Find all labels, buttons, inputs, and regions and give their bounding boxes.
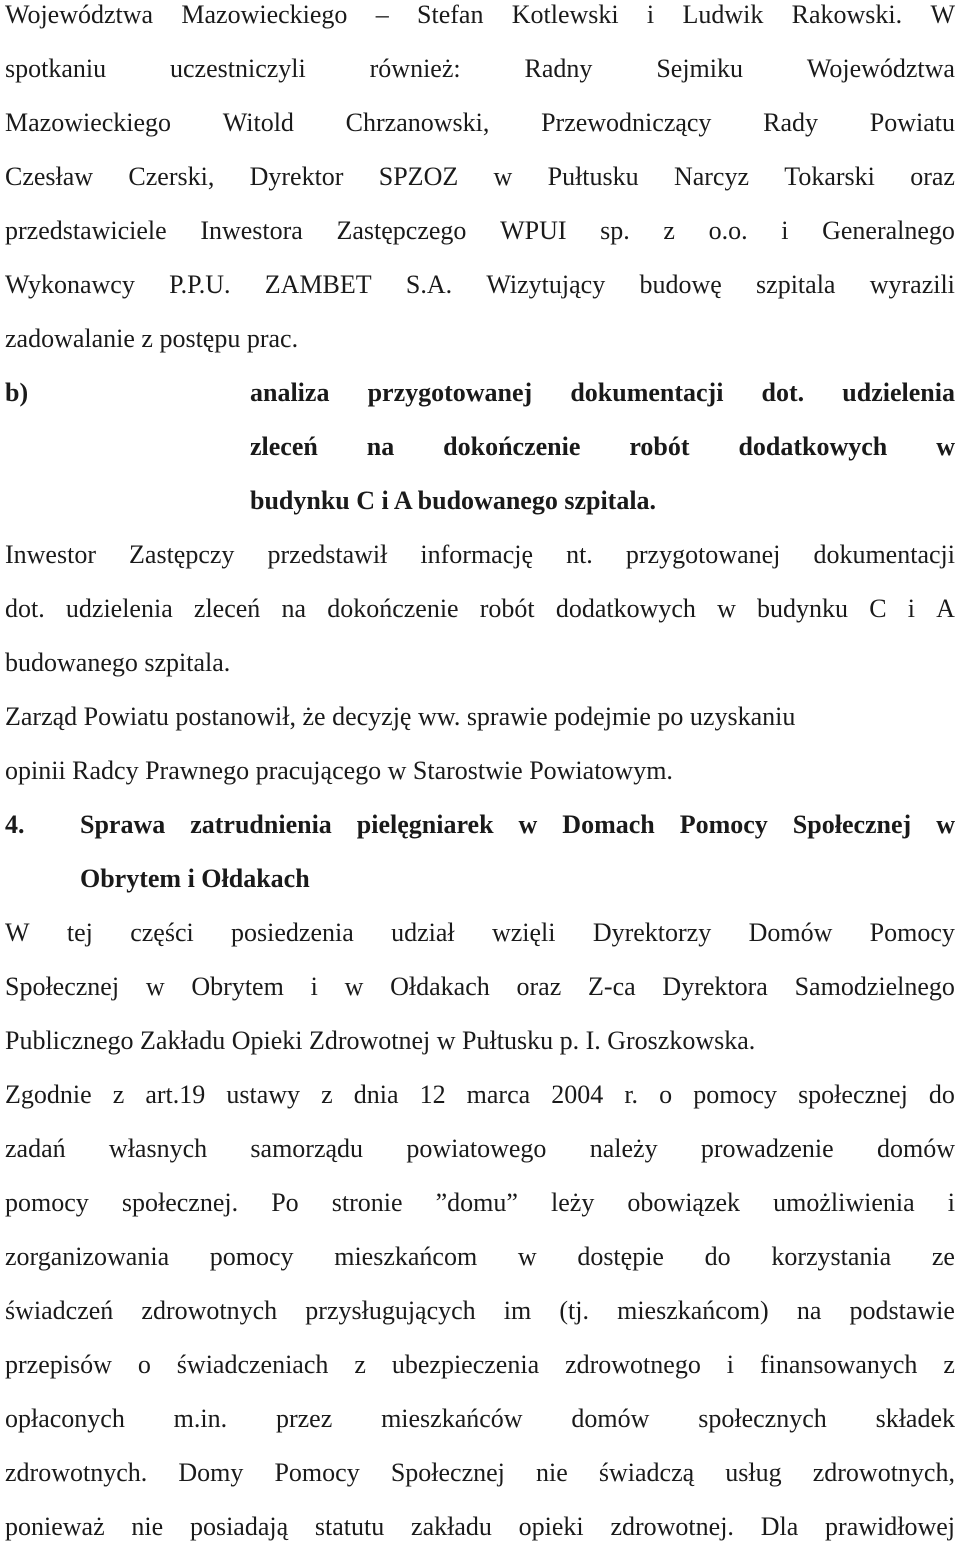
word: Stefan [417, 0, 484, 29]
word: o [137, 1350, 151, 1379]
word: mieszkańców [381, 1404, 523, 1433]
word: Z-ca [588, 972, 636, 1001]
word: ubezpieczenia [391, 1350, 540, 1379]
word: do [704, 1242, 731, 1271]
text-line [5, 1453, 955, 1493]
list-item-line [250, 427, 955, 467]
word: i [310, 972, 318, 1001]
text-line [5, 1345, 955, 1385]
word: świadczeniach [176, 1350, 329, 1379]
word: prawidłowej [825, 1512, 955, 1541]
word: Generalnego [822, 216, 955, 245]
text-line [5, 1075, 955, 1115]
text-line [5, 1291, 955, 1331]
word: przysługujących [305, 1296, 476, 1325]
word: samorządu [250, 1134, 364, 1163]
word: Zastępczy [129, 540, 235, 569]
word: usług [725, 1458, 782, 1487]
word: Wykonawcy [5, 270, 135, 299]
word: Chrzanowski, [345, 108, 490, 137]
word: pomocy [209, 1242, 294, 1271]
word: podstawie [849, 1296, 955, 1325]
word: finansowanych [760, 1350, 918, 1379]
word: Czesław [5, 162, 94, 191]
text-line [5, 265, 955, 305]
word: wyrazili [869, 270, 955, 299]
word: mieszkańcom [334, 1242, 478, 1271]
word: oraz [516, 972, 562, 1001]
list-item-line: budynku C i A budowanego szpitala. [250, 486, 657, 515]
word: o.o. [708, 216, 748, 245]
word: SPZOZ [378, 162, 459, 191]
word: Dyrektor [249, 162, 344, 191]
word: art.19 [145, 1080, 206, 1109]
word: posiadają [189, 1512, 289, 1541]
word: Radny [524, 54, 593, 83]
word: zdrowotnej. [610, 1512, 734, 1541]
word: Tokarski [784, 162, 875, 191]
word: do [928, 1080, 955, 1109]
word: zdrowotnych, [812, 1458, 955, 1487]
word: statutu [314, 1512, 385, 1541]
word: społecznej. [121, 1188, 239, 1217]
text-line [5, 913, 955, 953]
word: mieszkańcom) [617, 1296, 769, 1325]
word: 2004 [551, 1080, 604, 1109]
section-title-line: Obrytem i Ołdakach [80, 864, 310, 893]
word: oraz [910, 162, 955, 191]
word: spotkaniu [5, 54, 107, 83]
word: r. [624, 1080, 639, 1109]
word: Sejmiku [656, 54, 743, 83]
word: Województwa [5, 0, 154, 29]
word: Narcyz [673, 162, 749, 191]
word: zleceń [193, 594, 261, 623]
word: z [943, 1350, 955, 1379]
word: S.A. [405, 270, 453, 299]
word: Domach [562, 810, 655, 839]
word: Przewodniczący [541, 108, 712, 137]
word: na [366, 432, 395, 461]
word: ze [931, 1242, 955, 1271]
word: również: [369, 54, 461, 83]
word: zdrowotnych [141, 1296, 278, 1325]
word: Rady [763, 108, 819, 137]
word: Kotlewski [511, 0, 619, 29]
word: Województwa [806, 54, 955, 83]
word: przepisów [5, 1350, 112, 1379]
word: i [726, 1350, 735, 1379]
word: dostępie [577, 1242, 664, 1271]
word: (tj. [559, 1296, 589, 1325]
text-line [5, 0, 955, 35]
word: Dyrektora [662, 972, 768, 1001]
word: opłaconych [5, 1404, 125, 1433]
word: dodatkowych [555, 594, 696, 623]
word: przedstawiciele [5, 216, 167, 245]
text-line [5, 1507, 955, 1547]
word: Domy [178, 1458, 244, 1487]
word: obowiązek [627, 1188, 741, 1217]
word: C [869, 594, 887, 623]
text-line [5, 103, 955, 143]
section-number: 4. [5, 810, 25, 839]
word: szpitala [756, 270, 836, 299]
word: i [947, 1188, 955, 1217]
word: Domów [748, 918, 833, 947]
word: korzystania [771, 1242, 892, 1271]
word: nie [536, 1458, 568, 1487]
text-line [5, 535, 955, 575]
word: nt. [566, 540, 593, 569]
word: Dla [760, 1512, 799, 1541]
word: udzielenia [842, 378, 955, 407]
text-line [5, 1237, 955, 1277]
word: Wizytujący [486, 270, 606, 299]
word: z [663, 216, 675, 245]
word: części [130, 918, 194, 947]
word: ustawy [226, 1080, 301, 1109]
text-line: opinii Radcy Prawnego pracującego w Starostwie Powiatowym. [5, 756, 673, 785]
word: na [796, 1296, 822, 1325]
word: W [930, 0, 955, 29]
word: W [5, 918, 30, 947]
word: pielęgniarek [356, 810, 494, 839]
list-item-label: b) [5, 378, 29, 407]
word: Mazowieckiego [181, 0, 348, 29]
word: zorganizowania [5, 1242, 170, 1271]
word: Czerski, [128, 162, 215, 191]
text-line: budowanego szpitala. [5, 648, 231, 677]
word: marca [466, 1080, 531, 1109]
word: Pomocy [679, 810, 768, 839]
word: robót [479, 594, 535, 623]
word: w [344, 972, 364, 1001]
word: Sprawa [80, 810, 166, 839]
word: sp. [600, 216, 630, 245]
word: zdrowotnego [565, 1350, 701, 1379]
word: Inwestora [200, 216, 303, 245]
text-line [5, 589, 955, 629]
word: Rakowski. [791, 0, 903, 29]
word: należy [589, 1134, 658, 1163]
word: nie [131, 1512, 164, 1541]
word: społecznych [698, 1404, 827, 1433]
word: opieki [518, 1512, 584, 1541]
word: zatrudnienia [190, 810, 332, 839]
word: A [936, 594, 955, 623]
text-line [5, 1183, 955, 1223]
word: i [646, 0, 655, 29]
word: Inwestor [5, 540, 96, 569]
word: przygotowanej [625, 540, 781, 569]
word: przedstawił [267, 540, 388, 569]
text-line: Zarząd Powiatu postanowił, że decyzję ww. sprawie podejmie po uzyskaniu [5, 702, 796, 731]
word: domów [877, 1134, 955, 1163]
word: zleceń [250, 432, 318, 461]
word: Pułtusku [547, 162, 639, 191]
word: i [907, 594, 915, 623]
word: Samodzielnego [794, 972, 955, 1001]
word: dokumentacji [813, 540, 955, 569]
word: w [717, 594, 736, 623]
text-line [5, 1129, 955, 1169]
word: Społecznej [390, 1458, 505, 1487]
word: o [659, 1080, 673, 1109]
word: robót [629, 432, 690, 461]
word: Ołdakach [390, 972, 490, 1001]
word: Mazowieckiego [5, 108, 172, 137]
word: budowę [639, 270, 722, 299]
word: ZAMBET [264, 270, 372, 299]
word: z [321, 1080, 333, 1109]
word: powiatowego [406, 1134, 547, 1163]
word: na [281, 594, 307, 623]
word: z [354, 1350, 366, 1379]
word: zakładu [411, 1512, 492, 1541]
word: 12 [419, 1080, 446, 1109]
word: Po [271, 1188, 299, 1217]
word: umożliwienia [773, 1188, 915, 1217]
word: udzielenia [65, 594, 173, 623]
word: dodatkowych [738, 432, 888, 461]
word: przez [275, 1404, 333, 1433]
word: Zastępczego [336, 216, 467, 245]
word: Dyrektorzy [592, 918, 712, 947]
word: przygotowanej [367, 378, 533, 407]
word: dokończenie [443, 432, 581, 461]
word: z [112, 1080, 125, 1109]
word: dokumentacji [570, 378, 724, 407]
word: w [936, 810, 955, 839]
text-line: zadowalanie z postępu prac. [5, 324, 299, 353]
word: dokończenie [327, 594, 459, 623]
text-line [5, 49, 955, 89]
word: uczestniczyli [170, 54, 306, 83]
text-line [5, 967, 955, 1007]
word: składek [875, 1404, 955, 1433]
word: prowadzenie [700, 1134, 834, 1163]
word: tej [66, 918, 93, 947]
section-title-line [80, 805, 955, 845]
word: i [781, 216, 789, 245]
word: leży [551, 1188, 595, 1217]
word: Witold [222, 108, 294, 137]
word: w [518, 810, 538, 839]
text-line [5, 211, 955, 251]
word: w [936, 432, 955, 461]
text-line: Publicznego Zakładu Opieki Zdrowotnej w Pułtusku p. I. Groszkowska. [5, 1026, 756, 1055]
word: dot. [761, 378, 805, 407]
word: w [517, 1242, 537, 1271]
word: w [493, 162, 513, 191]
word: posiedzenia [231, 918, 354, 947]
word: im [503, 1296, 532, 1325]
word: m.in. [173, 1404, 228, 1433]
word: Ludwik [682, 0, 764, 29]
word: Społecznej [792, 810, 912, 839]
word: świadczą [598, 1458, 695, 1487]
word: udział [391, 918, 455, 947]
word: zdrowotnych. [5, 1458, 148, 1487]
word: analiza [250, 378, 330, 407]
word: Zgodnie [5, 1080, 92, 1109]
word: pomocy [5, 1188, 89, 1217]
word: dot. [5, 594, 45, 623]
word: Pomocy [869, 918, 955, 947]
word: – [375, 0, 389, 29]
word: Społecznej [5, 972, 120, 1001]
word: budynku [757, 594, 849, 623]
word: WPUI [500, 216, 567, 245]
text-line [5, 1399, 955, 1439]
word: świadczeń [5, 1296, 114, 1325]
word: Powiatu [869, 108, 955, 137]
word: w [145, 972, 165, 1001]
word: P.P.U. [169, 270, 231, 299]
word: stronie [331, 1188, 403, 1217]
word: ponieważ [5, 1512, 105, 1541]
word: Obrytem [191, 972, 284, 1001]
word: informację [420, 540, 534, 569]
word: Pomocy [274, 1458, 360, 1487]
word: wzięli [491, 918, 556, 947]
word: pomocy [693, 1080, 777, 1109]
word: własnych [108, 1134, 208, 1163]
list-item-line [250, 373, 955, 413]
word: ”domu” [435, 1188, 518, 1217]
word: społecznej [798, 1080, 908, 1109]
word: dnia [353, 1080, 399, 1109]
word: zadań [5, 1134, 66, 1163]
text-line [5, 157, 955, 197]
word: domów [571, 1404, 650, 1433]
